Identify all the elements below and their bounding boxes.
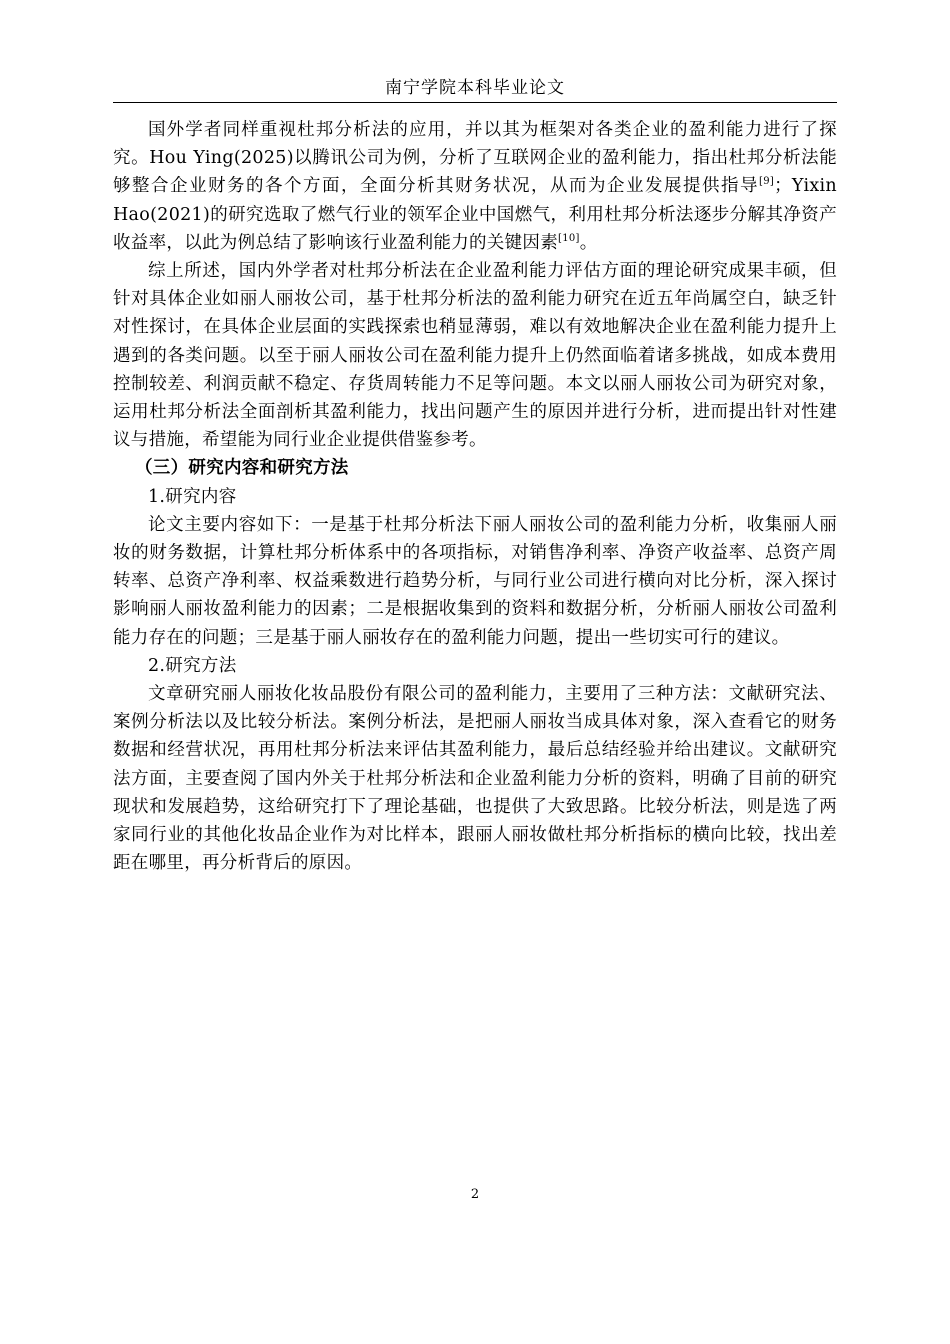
citation-ref: [9] xyxy=(759,176,775,188)
page-body xyxy=(113,116,837,877)
paragraph-foreign-scholars xyxy=(113,116,837,257)
paragraph-text: 国外学者同样重视杜邦分析法的应用，并以其为框架对各类企业的盈利能力进行了探究。Hou Ying(2025)以腾讯公司为例，分析了互联网企业的盈利能力，指出杜邦分析法能够整合企业财务的各个方面，全面分析其财务状况，从而为企业发展提供指导 xyxy=(113,120,837,197)
subheading-research-methods: 2.研究方法 xyxy=(148,655,237,676)
running-header: 南宁学院本科毕业论文 xyxy=(385,78,565,98)
paragraph-research-methods: 文章研究丽人丽妆化妆品股份有限公司的盈利能力，主要用了三种方法：文献研究法、案例分析法以及比较分析法。案例分析法，是把丽人丽妆当成具体对象，深入查看它的财务数据和经营状况，再用杜邦分析法来评估其盈利能力，最后总结经验并给出建议。文献研究法方面，主要查阅了国内外关于杜邦分析法和企业盈利能力分析的资料，明确了目前的研究现状和发展趋势，这给研究打下了理论基础，也提供了大致思路。比较分析法，则是选了两家同行业的其他化妆品企业作为对比样本，跟丽人丽妆做杜邦分析指标的横向比较，找出差距在哪里，再分析背后的原因。 xyxy=(113,684,837,874)
paragraph-research-content: 论文主要内容如下：一是基于杜邦分析法下丽人丽妆公司的盈利能力分析，收集丽人丽妆的财务数据，计算杜邦分析体系中的各项指标，对销售净利率、净资产收益率、总资产周转率、总资产净利率、权益乘数进行趋势分析，与同行业公司进行横向对比分析，深入探讨影响丽人丽妆盈利能力的因素；二是根据收集到的资料和数据分析，分析丽人丽妆公司盈利能力存在的问题；三是基于丽人丽妆存在的盈利能力问题，提出一些切实可行的建议。 xyxy=(113,514,837,648)
paragraph-summary: 综上所述，国内外学者对杜邦分析法在企业盈利能力评估方面的理论研究成果丰硕，但针对具体企业如丽人丽妆公司，基于杜邦分析法的盈利能力研究在近五年尚属空白，缺乏针对性探讨，在具体企业层面的实践探索也稍显薄弱，难以有效地解决企业在盈利能力提升上遇到的各类问题。以至于丽人丽妆公司在盈利能力提升上仍然面临着诸多挑战，如成本费用控制较差、利润贡献不稳定、存货周转能力不足等问题。本文以丽人丽妆公司为研究对象，运用杜邦分析法全面剖析其盈利能力，找出问题产生的原因并进行分析，进而提出针对性建议与措施，希望能为同行业企业提供借鉴参考。 xyxy=(113,261,837,451)
subheading-research-content: 1.研究内容 xyxy=(148,486,237,507)
header-divider xyxy=(113,102,837,103)
paragraph-text: 。 xyxy=(579,232,598,253)
citation-ref: [10] xyxy=(558,232,580,244)
page-number: 2 xyxy=(470,1187,480,1202)
paragraph-text: ；Yixin Hao(2021)的研究选取了燃气行业的领军企业中国燃气，利用杜邦分析法逐步分解其净资产收益率，以此为例总结了影响该行业盈利能力的关键因素 xyxy=(113,176,837,253)
section-heading: （三）研究内容和研究方法 xyxy=(135,458,349,479)
